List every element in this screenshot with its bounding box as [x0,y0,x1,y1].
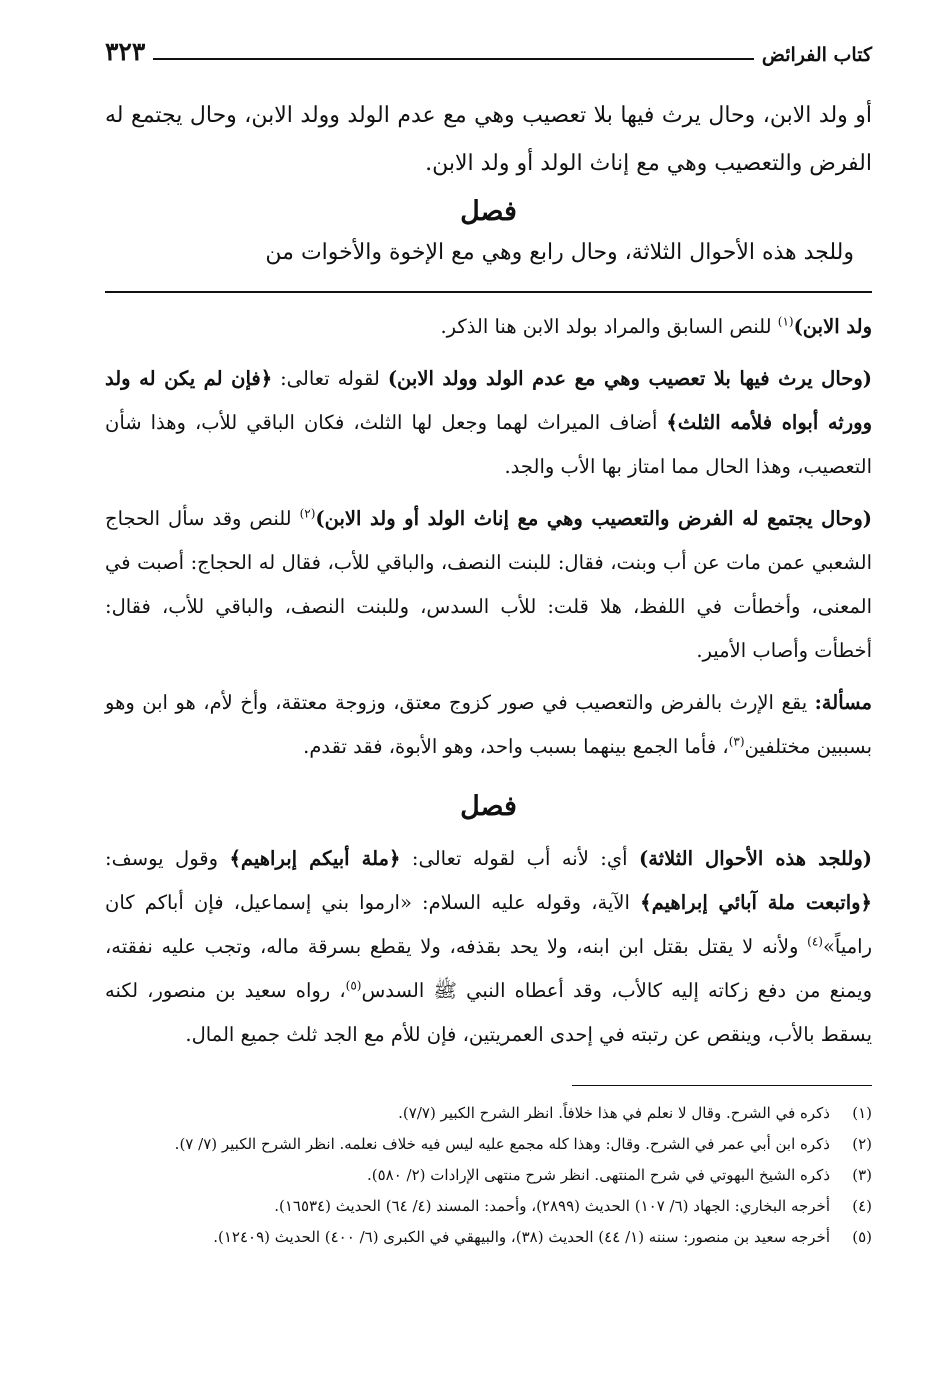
footnote-ref: (٢) [299,506,316,521]
footnote [105,1098,872,1129]
page-header [105,30,872,66]
bold-phrase: ولد الابن) [793,315,872,338]
sharh-text: للنص السابق والمراد بولد الابن هنا الذكر. [440,315,778,338]
sharh-text: وقول يوسف: [105,847,230,870]
footnote-number: (٤) [852,1197,872,1215]
footnote [105,1222,872,1253]
footnote-text: ذكره ابن أبي عمر في الشرح. وقال: وهذا كله مجمع عليه ليس فيه خلاف نعلمه. انظر الشرح الكبير (٧/ ٧). [174,1135,830,1153]
sharh-block [105,305,872,1057]
sharh-paragraph [105,837,872,1057]
footnote [105,1160,872,1191]
footnote-ref: (٣) [728,734,745,749]
page-number: ٣٢٣ [105,37,146,66]
footnote-number: (١) [852,1104,872,1122]
footnote-rule [572,1085,872,1086]
sharh-text: الآية، وقوله عليه السلام: «ارموا بني إسماعيل، فإن أباكم كان رامياً» [105,891,872,958]
footnote-text: أخرجه سعيد بن منصور: سننه (١/ ٤٤) الحديث (٣٨)، والبيهقي في الكبرى (٦/ ٤٠٠) الحديث (١٢٤٠٩). [213,1228,830,1246]
footnote-text: أخرجه البخاري: الجهاد (٦/ ١٠٧) الحديث (٢٨٩٩)، وأحمد: المسند (٤/ ٦٤) الحديث (١٦٥٣٤). [274,1197,830,1215]
matn-block [105,92,872,277]
quran-quote: ﴿فإن لم يكن له ولد وورثه أبواه فلأمه الثلث﴾ [105,367,872,434]
running-title: كتاب الفرائض [761,44,872,66]
footnote-ref: (١) [777,314,794,329]
sharh-paragraph [105,497,872,673]
sharh-text: يقع الإرث بالفرض والتعصيب في صور كزوج معتق، وزوجة معتقة، وأخ لأم، هو ابن وهو بسببين مختلفين [105,691,872,758]
footnote [105,1129,872,1160]
footnote-number: (٣) [852,1166,872,1184]
quran-quote: ﴿واتبعت ملة آبائي إبراهيم﴾ [640,891,872,914]
footnote-number: (٢) [852,1135,872,1153]
sharh-paragraph [105,681,872,769]
sharh-text: ، فأما الجمع بينهما بسبب واحد، وهو الأبوة، فقد تقدم. [303,735,729,758]
bold-phrase: (وحال يجتمع له الفرض والتعصيب وهي مع إناث الولد أو ولد الابن) [315,507,872,530]
footnote-ref: (٥) [345,978,362,993]
sharh-text: لقوله تعالى: [272,367,388,390]
sharh-text: ، رواه سعيد بن منصور، لكنه يسقط بالأب، وينقص عن رتبته في إحدى العمريتين، فإن للأم مع الجد ثلث جميع المال. [105,979,872,1046]
footnote-text: ذكره الشيخ البهوتي في شرح المنتهى. انظر شرح منتهى الإرادات (٢/ ٥٨٠). [366,1166,830,1184]
footnote-ref: (٤) [807,934,823,949]
footnotes [105,1098,872,1253]
sharh-paragraph [105,357,872,489]
matn-line-2: يجتمع له الفرض والتعصيب وهي مع إناث الولد أو ولد الابن. [105,103,872,176]
matn-sharh-divider [105,291,872,293]
bold-phrase: (وللجد هذه الأحوال الثلاثة) [639,847,872,870]
footnote-text: ذكره في الشرح. وقال لا نعلم في هذا خلافاً. انظر الشرح الكبير (٧/٧). [398,1104,830,1122]
sharh-text: أي: لأنه أب لقوله تعالى: [400,847,639,870]
sharh-paragraph [105,305,872,349]
quran-quote: ﴿ملة أبيكم إبراهيم﴾ [229,847,401,870]
section-heading: فصل [460,196,517,227]
footnote [105,1191,872,1222]
header-rule [153,58,754,60]
footnote-number: (٥) [852,1228,872,1246]
bold-phrase: مسألة: [814,691,872,714]
sharh-text: للنص وقد سأل الحجاج الشعبي عمن مات عن أب وبنت، فقال: للبنت النصف، والباقي للأب، فقال له الحجاج: أصبت في المعنى، وأخطأت في اللفظ، هلا قلت: للأب السدس، وللبنت النصف، والباقي للأب، فقال: أخطأت وأصاب الأمير. [105,507,872,662]
sharh-text: أضاف الميراث لهما وجعل لها الثلث، فكان الباقي للأب، وهذا شأن التعصيب، وهذا الحال مما امتاز بها الأب والجد. [105,411,872,478]
matn-line-3: وللجد هذه الأحوال الثلاثة، وحال رابع وهي مع الإخوة والأخوات من [265,240,854,265]
section-heading: فصل [460,791,517,822]
sharh-text: ولأنه لا يقتل بقتل ابن ابنه، ولا يحد بقذفه، ولا يقطع بسرقة ماله، وتجب عليه نفقته، ويمنع من دفع زكاته إليه كالأب، وقد أعطاه النبي ﷺ السدس [105,935,873,1002]
bold-phrase: (وحال يرث فيها بلا تعصيب وهي مع عدم الولد وولد الابن) [387,367,872,390]
matn-text [105,92,872,188]
matn-line-1: أو ولد الابن، وحال يرث فيها بلا تعصيب وهي مع عدم الولد وولد الابن، وحال [189,103,872,128]
